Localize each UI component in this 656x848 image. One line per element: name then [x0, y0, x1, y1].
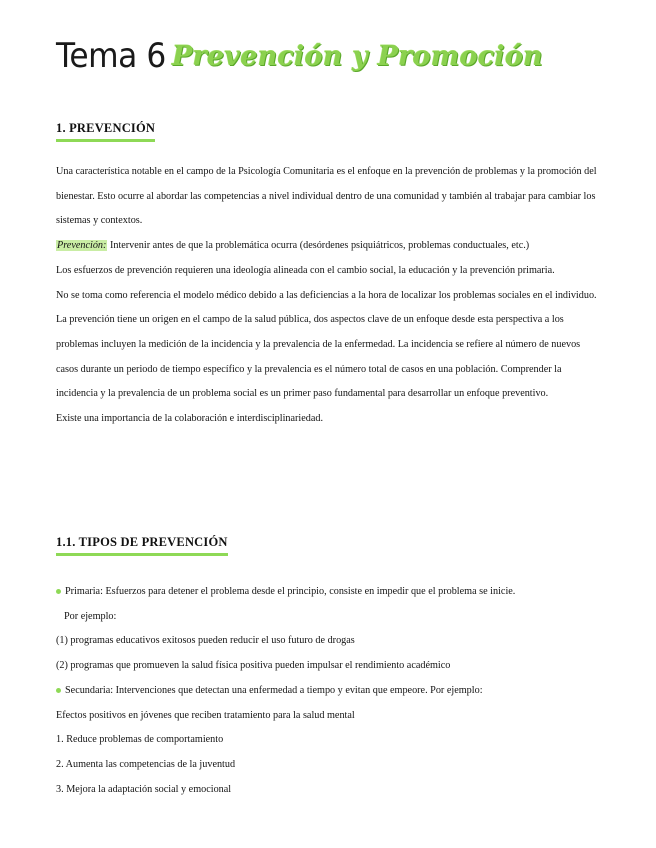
definition-text: Intervenir antes de que la problemática ocurra (desórdenes psiquiátricos, problemas conductuales, etc.)	[107, 240, 530, 252]
numbered-item-3: 3. Mejora la adaptación social y emocional	[56, 783, 232, 795]
highlight-prevencion-label: Prevención:	[57, 240, 107, 252]
paragraph-public-health: La prevención tiene un origen en el campo de la salud pública, dos aspectos clave de un enfoque desde esta perspectiva a los problemas incluyen la medición de la incidencia y la prevalencia de la enfermedad. La incidencia se refiere al número de nuevos casos durante un periodo de tiempo específico y la prevalencia es el número total de casos en una población. Comprender la incidencia y la prevalencia de un problema social es un primer paso fundamental para desarrollar un enfoque preventivo.	[56, 314, 581, 400]
paragraph-collaboration: Existe una importancia de la colaboración e interdisciplinariedad.	[56, 413, 324, 425]
section-body-tipos	[56, 580, 604, 802]
example-item-1: (1) programas educativos exitosos pueden reducir el uso futuro de drogas	[56, 635, 355, 647]
title-topic: Prevención y Promoción	[172, 41, 543, 72]
list-item-primaria	[56, 580, 604, 605]
primaria-text: Primaria: Esfuerzos para detener el problema desde el principio, consiste en impedir que el problema se inicie.	[65, 586, 516, 597]
paragraph-medical-model: No se toma como referencia el modelo médico debido a las deficiencias a la hora de localizar los problemas sociales en el individuo.	[56, 289, 597, 301]
title-tema: Tema 6	[56, 36, 166, 76]
bullet-icon	[56, 688, 61, 693]
numbered-item-1: 1. Reduce problemas de comportamiento	[56, 734, 224, 746]
numbered-item-2: 2. Aumenta las competencias de la juventud	[56, 758, 236, 770]
section-heading-tipos: 1.1. TIPOS DE PREVENCIÓN	[56, 535, 228, 556]
section-body-prevencion	[56, 160, 604, 432]
efectos-text: Efectos positivos en jóvenes que reciben tratamiento para la salud mental	[56, 709, 355, 721]
por-ejemplo-label: Por ejemplo:	[64, 610, 117, 622]
list-item-secundaria	[56, 679, 604, 704]
example-item-2: (2) programas que promueven la salud física positiva pueden impulsar el rendimiento académico	[56, 660, 451, 672]
paragraph-intro: Una característica notable en el campo de la Psicología Comunitaria es el enfoque en la prevención de problemas y la promoción del bienestar. Esto ocurre al abordar las competencias a nivel individual dentro de una comunidad y también al trabajar para cambiar los sistemas y contextos.	[56, 166, 597, 227]
paragraph-definition	[56, 234, 604, 259]
section-heading-prevencion: 1. PREVENCIÓN	[56, 121, 155, 142]
secundaria-text: Secundaria: Intervenciones que detectan una enfermedad a tiempo y evitan que empeore. Por ejemplo:	[65, 684, 483, 696]
page-title	[56, 36, 543, 88]
bullet-icon	[56, 589, 61, 594]
paragraph-ideology: Los esfuerzos de prevención requieren una ideología alineada con el cambio social, la educación y la prevención primaria.	[56, 264, 555, 276]
